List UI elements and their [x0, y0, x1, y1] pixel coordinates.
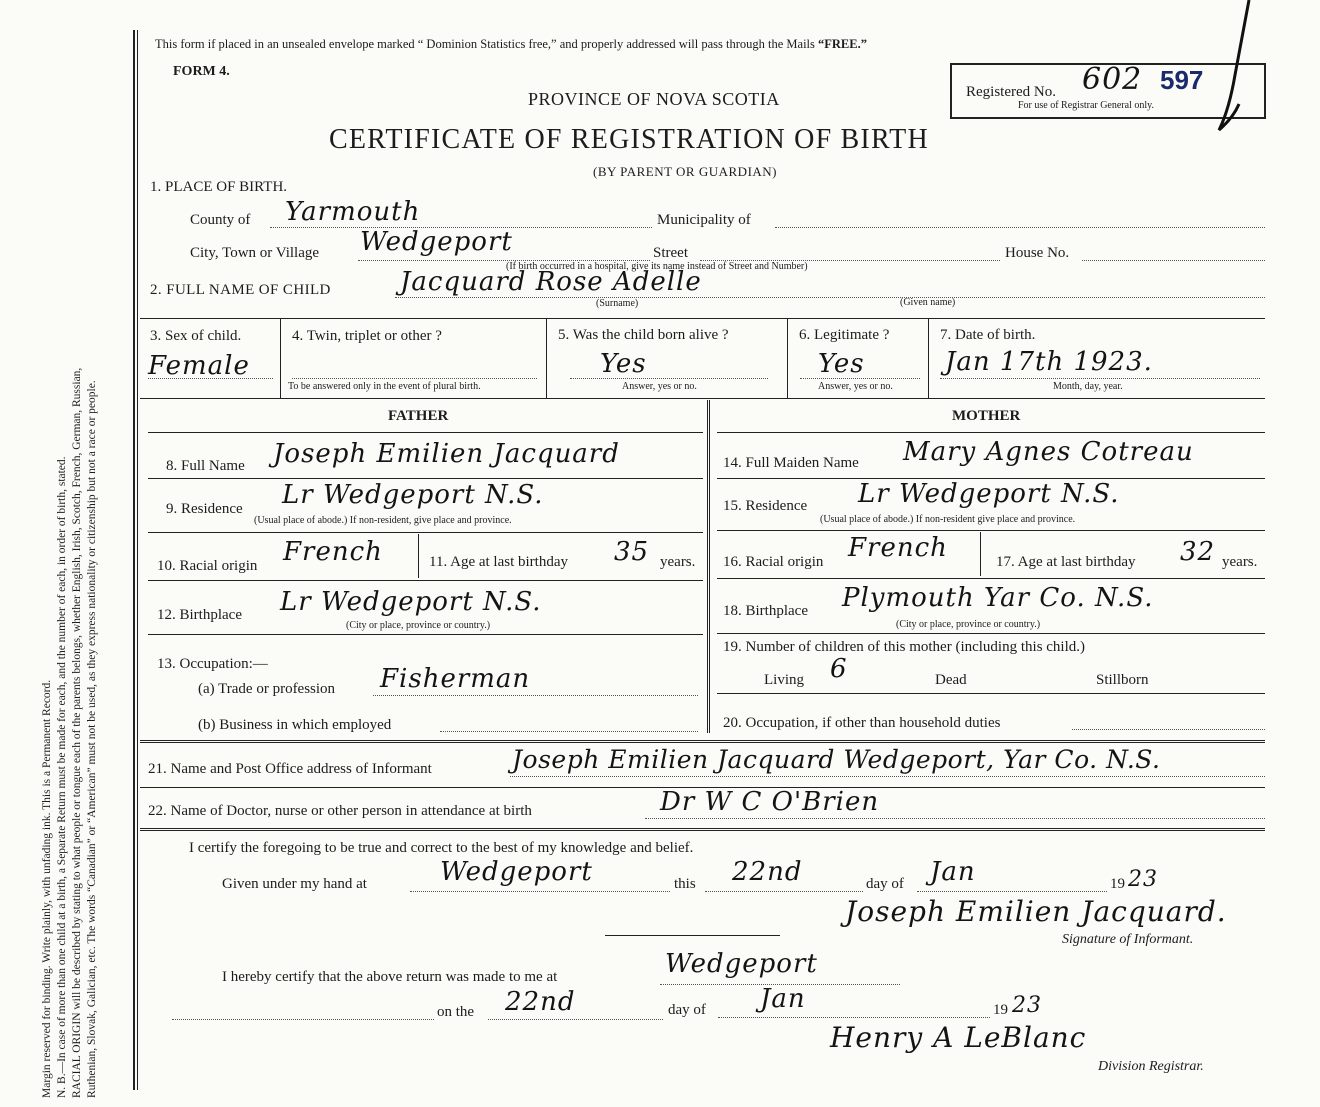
father-residence-rule	[148, 532, 703, 533]
page-title: CERTIFICATE OF REGISTRATION OF BIRTH	[329, 124, 929, 155]
given-name-caption: (Given name)	[900, 297, 956, 308]
county-label: County of	[190, 212, 251, 228]
informant-signature-caption: Signature of Informant.	[1062, 932, 1194, 947]
father-racial-rule	[148, 580, 703, 581]
margin-line-3: RACIAL ORIGIN will be described by stating to what people or tongue each of the parents belongs, whether English, Irish, Scotch, French, German, Russian,	[71, 367, 83, 1098]
twin-note: To be answered only in the event of plural birth.	[288, 381, 481, 392]
father-trade-value: Fisherman	[380, 664, 531, 694]
mother-residence-value: Lr Wedgeport N.S.	[858, 479, 1120, 509]
child-name-value: Jacquard Rose Adelle	[400, 267, 702, 297]
mother-heading-rule	[717, 432, 1265, 433]
mother-age-unit: years.	[1222, 554, 1258, 570]
registrar-text: I hereby certify that the above return was made to me at	[222, 969, 558, 985]
children-count-label: 19. Number of children of this mother (including this child.)	[723, 639, 1086, 655]
father-business-line	[440, 731, 698, 732]
given-this-label: this	[674, 876, 696, 892]
mother-heading: MOTHER	[952, 408, 1021, 424]
father-heading: FATHER	[388, 408, 449, 424]
city-label: City, Town or Village	[190, 245, 320, 261]
father-age-label: 11. Age at last birthday	[429, 554, 568, 570]
cell-divider-1	[280, 318, 281, 398]
row-rule-bottom	[140, 398, 1265, 399]
legit-label: 6. Legitimate ?	[799, 327, 890, 343]
twin-line	[292, 378, 537, 379]
father-residence-value: Lr Wedgeport N.S.	[282, 480, 544, 510]
mother-occupation-line	[1072, 729, 1265, 730]
dob-label: 7. Date of birth.	[940, 327, 1036, 343]
municipality-label: Municipality of	[657, 212, 751, 228]
doctor-value: Dr W C O'Brien	[660, 787, 880, 817]
given-day-value: 22nd	[732, 857, 803, 887]
sex-value: Female	[148, 351, 250, 381]
cell-divider-2	[546, 318, 547, 398]
father-heading-rule	[148, 432, 703, 433]
registered-label: Registered No.	[966, 84, 1056, 100]
mother-birthplace-rule	[717, 633, 1265, 634]
mother-residence-caption: (Usual place of abode.) If non-resident give place and province.	[820, 514, 1076, 525]
father-birthplace-caption: (City or place, province or country.)	[346, 620, 491, 631]
province-heading: PROVINCE OF NOVA SCOTIA	[528, 89, 780, 109]
informant-line	[510, 776, 1265, 777]
father-racial-label: 10. Racial origin	[157, 558, 258, 574]
mother-racial-rule	[717, 578, 1265, 579]
alive-caption: Answer, yes or no.	[622, 381, 697, 392]
registrar-day-value: 22nd	[505, 987, 576, 1017]
given-year-value: 23	[1128, 867, 1158, 892]
margin-pen-stroke	[1205, 0, 1255, 135]
mother-racial-label: 16. Racial origin	[723, 554, 824, 570]
registrar-year-prefix: 19	[993, 1002, 1008, 1018]
registrar-month-value: Jan	[760, 984, 806, 1014]
sex-label: 3. Sex of child.	[150, 328, 242, 344]
given-place-line	[410, 891, 670, 892]
informant-label: 21. Name and Post Office address of Informant	[148, 761, 432, 777]
mother-age-value: 32	[1180, 537, 1216, 567]
cell-divider-4	[928, 318, 929, 398]
margin-line-2: N. B.—In case of more than one child at a birth, a Separate Return must be made for each, and the number of each, in order of birth, stated.	[56, 456, 68, 1098]
given-label: Given under my hand at	[222, 876, 367, 892]
father-birthplace-label: 12. Birthplace	[157, 607, 242, 623]
registrar-caption: Division Registrar.	[1098, 1059, 1204, 1074]
mother-residence-rule	[717, 530, 1265, 531]
city-value: Wedgeport	[360, 227, 513, 257]
house-line	[1082, 260, 1265, 261]
mother-age-label: 17. Age at last birthday	[996, 554, 1136, 570]
alive-line	[570, 378, 768, 379]
hospital-note: (If birth occurred in a hospital, give its name instead of Street and Number)	[506, 261, 808, 272]
county-value: Yarmouth	[285, 197, 421, 227]
sex-line	[148, 378, 273, 379]
mother-name-label: 14. Full Maiden Name	[723, 455, 859, 471]
father-birthplace-rule	[148, 634, 703, 635]
living-label: Living	[764, 672, 804, 688]
mother-birthplace-label: 18. Birthplace	[723, 603, 808, 619]
registered-handwritten: 602	[1082, 62, 1143, 97]
registrar-year-value: 23	[1012, 993, 1042, 1018]
doctor-line	[645, 818, 1265, 819]
mother-birthplace-caption: (City or place, province or country.)	[896, 619, 1041, 630]
legit-caption: Answer, yes or no.	[818, 381, 893, 392]
mother-residence-label: 15. Residence	[723, 498, 808, 514]
municipality-line	[775, 227, 1265, 228]
margin-rule	[133, 30, 135, 1090]
mail-note: This form if placed in an unsealed envelope marked “ Dominion Statistics free,” and properly addressed will pass through the Mails “FREE.”	[155, 37, 867, 51]
father-age-unit: years.	[660, 554, 696, 570]
house-label: House No.	[1005, 245, 1070, 261]
given-day-line	[705, 891, 863, 892]
children-rule	[717, 693, 1265, 694]
registrar-lead-line	[172, 1019, 434, 1020]
registrar-day-line	[488, 1019, 663, 1020]
father-trade-line	[373, 695, 698, 696]
mother-racial-divider	[980, 532, 981, 576]
doctor-label: 22. Name of Doctor, nurse or other person in attendance at birth	[148, 803, 532, 819]
father-age-value: 35	[614, 537, 650, 567]
given-month-line	[917, 891, 1107, 892]
registered-stamp: 597	[1160, 65, 1204, 95]
form-number: FORM 4.	[173, 64, 230, 79]
father-name-label: 8. Full Name	[166, 458, 245, 474]
alive-label: 5. Was the child born alive ?	[558, 327, 729, 343]
informant-signature: Joseph Emilien Jacquard.	[845, 895, 1227, 928]
given-month-value: Jan	[930, 857, 976, 887]
margin-instructions	[40, 18, 100, 1098]
dob-value: Jan 17th 1923.	[945, 347, 1153, 377]
living-value: 6	[830, 654, 848, 684]
father-business-label: (b) Business in which employed	[198, 717, 392, 733]
registrar-signature: Henry A LeBlanc	[830, 1021, 1087, 1054]
child-name-label: 2. FULL NAME OF CHILD	[150, 282, 331, 298]
alive-value: Yes	[600, 349, 647, 379]
parents-divider	[707, 400, 710, 733]
informant-value: Joseph Emilien Jacquard Wedgeport, Yar Co. N.S.	[512, 745, 1161, 774]
street-label: Street	[653, 245, 688, 261]
father-name-value: Joseph Emilien Jacquard	[273, 439, 620, 469]
place-of-birth-heading: 1. PLACE OF BIRTH.	[150, 179, 288, 195]
father-birthplace-value: Lr Wedgeport N.S.	[280, 587, 542, 617]
page-subtitle: (BY PARENT OR GUARDIAN)	[593, 164, 778, 179]
father-racial-value: French	[283, 537, 383, 567]
legit-line	[800, 378, 920, 379]
certify-text: I certify the foregoing to be true and correct to the best of my knowledge and belief.	[189, 840, 694, 856]
registrar-dayof-label: day of	[668, 1002, 706, 1018]
twin-label: 4. Twin, triplet or other ?	[292, 328, 442, 344]
surname-caption: (Surname)	[596, 298, 639, 309]
registrar-place-value: Wedgeport	[665, 949, 818, 979]
dob-caption: Month, day, year.	[1053, 381, 1123, 392]
short-rule	[605, 935, 780, 936]
father-residence-caption: (Usual place of abode.) If non-resident, give place and province.	[254, 515, 512, 526]
child-name-line	[395, 297, 1265, 298]
row-rule-top	[140, 318, 1265, 319]
father-occupation-label: 13. Occupation:—	[157, 656, 268, 672]
margin-line-4: Ruthenian, Slovak, Galician, etc. The words “Canadian” or “American” must not be used, as they express nationality or citizenship but not a race or people.	[86, 380, 98, 1098]
registrar-note: For use of Registrar General only.	[1018, 100, 1154, 111]
registrar-month-line	[718, 1017, 990, 1018]
father-residence-label: 9. Residence	[166, 501, 243, 517]
margin-rule-inner	[137, 30, 138, 1090]
father-trade-label: (a) Trade or profession	[198, 681, 336, 697]
mother-occupation-label: 20. Occupation, if other than household duties	[723, 715, 1001, 731]
parents-bottom-rule	[140, 740, 1265, 743]
father-name-rule	[148, 478, 703, 479]
doctor-rule	[140, 828, 1265, 831]
dob-line	[940, 378, 1260, 379]
on-the-label: on the	[437, 1004, 475, 1020]
mother-name-value: Mary Agnes Cotreau	[903, 437, 1194, 467]
stillborn-label: Stillborn	[1096, 672, 1149, 688]
margin-line-1: Margin reserved for binding. Write plainly, with unfading ink. This is a Permanent Record.	[41, 679, 53, 1098]
cell-divider-3	[787, 318, 788, 398]
given-year-prefix: 19	[1110, 876, 1125, 892]
legit-value: Yes	[818, 349, 865, 379]
mother-birthplace-value: Plymouth Yar Co. N.S.	[842, 583, 1154, 613]
dead-label: Dead	[935, 672, 967, 688]
binding-margin	[0, 0, 140, 1107]
given-place-value: Wedgeport	[440, 857, 593, 887]
mother-racial-value: French	[848, 533, 948, 563]
father-racial-divider	[418, 534, 419, 578]
given-dayof-label: day of	[866, 876, 904, 892]
